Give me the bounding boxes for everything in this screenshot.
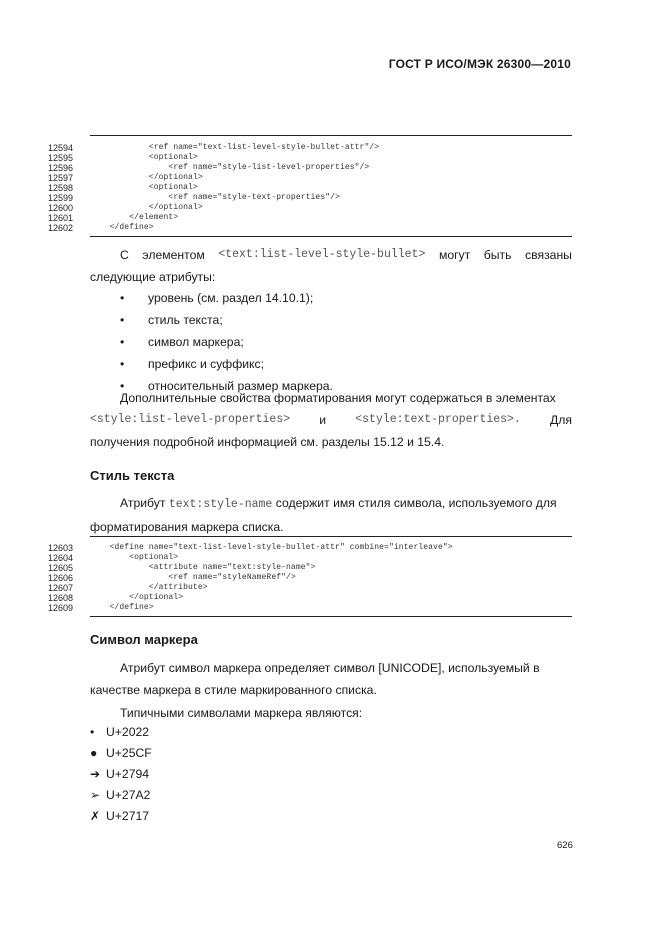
attribute-list: [90, 287, 572, 397]
line-number: 12596: [48, 163, 74, 173]
element-name: <style:text-properties>.: [355, 413, 521, 426]
section-title-bullet-symbol: Символ маркера: [90, 632, 198, 647]
line-number: 12608: [48, 593, 74, 603]
props-word: и: [319, 413, 327, 427]
code-line: [48, 583, 572, 593]
bullet-icon: •: [120, 335, 125, 349]
bullet-icon: •: [120, 357, 125, 371]
symbol-code: U+27A2: [106, 788, 151, 802]
bullet-large-icon: ●: [90, 746, 98, 760]
symbol-example: [90, 806, 149, 826]
arrowhead-icon: ➢: [90, 788, 101, 802]
list-item-text: символ маркера;: [148, 335, 244, 349]
code-line: [48, 163, 572, 173]
line-number: 12603: [48, 543, 74, 553]
line-number: 12605: [48, 563, 74, 573]
list-item: [90, 309, 572, 331]
list-item-text: префикс и суффикс;: [148, 357, 264, 371]
code-text: <optional>: [90, 553, 179, 562]
ballot-x-icon: ✗: [90, 809, 101, 823]
symbol-example: [90, 764, 149, 784]
page-number: 626: [557, 840, 573, 851]
line-number: 12594: [48, 143, 74, 153]
code-text: <ref name="styleNameRef"/>: [90, 573, 296, 582]
code-line: [48, 213, 572, 223]
list-item: [90, 331, 572, 353]
text-style-line-2: форматирования маркера списка.: [90, 520, 284, 534]
code-block-2: [48, 536, 572, 617]
symbol-code: U+2022: [106, 725, 150, 739]
props-line-2: [90, 409, 572, 431]
line-number: 12600: [48, 203, 74, 213]
code-line: [48, 553, 572, 563]
code-text: </attribute>: [90, 583, 208, 592]
code-text: <optional>: [90, 153, 198, 162]
intro-line-2: следующие атрибуты:: [90, 270, 216, 284]
code-text: <attribute name="text:style-name">: [90, 563, 316, 572]
symbol-code: U+2717: [106, 809, 150, 823]
code-rule-bottom: [90, 236, 572, 237]
attribute-name: text:style-name: [168, 498, 273, 511]
intro-word: связаны: [525, 248, 572, 262]
code-line: [48, 203, 572, 213]
bullet-icon: •: [120, 291, 125, 305]
bullet-symbol-line-3: Типичными символами маркера являются:: [120, 706, 363, 720]
code-text: <define name="text-list-level-style-bullet-attr" combine="interleave">: [90, 543, 453, 552]
intro-word: могут: [438, 248, 471, 262]
list-item: [90, 353, 572, 375]
code-line: [48, 173, 572, 183]
intro-word: С: [120, 248, 129, 262]
symbol-code: U+25CF: [106, 746, 152, 760]
symbol-example: [90, 722, 149, 742]
symbol-example: [90, 743, 152, 763]
bullet-icon: •: [120, 313, 125, 327]
code-line: [48, 603, 572, 613]
list-item-text: относительный размер маркера.: [148, 379, 333, 393]
code-block-1: [48, 135, 572, 237]
text-style-paragraph: [90, 492, 572, 538]
text-run: Атрибут: [120, 496, 169, 510]
code-text: </optional>: [90, 593, 184, 602]
props-word: Для: [550, 413, 572, 427]
intro-word: элементом: [142, 248, 205, 262]
code-line: [48, 143, 572, 153]
props-line-1: Дополнительные свойства форматирования могут содержаться в элементах: [120, 391, 556, 405]
code-text: <optional>: [90, 183, 198, 192]
line-number: 12609: [48, 603, 74, 613]
list-item: [90, 287, 572, 309]
bullet-small-icon: •: [90, 725, 95, 739]
code-line: [48, 153, 572, 163]
element-name: <text:list-level-style-bullet>: [218, 248, 426, 261]
intro-word: быть: [483, 248, 512, 262]
line-number: 12607: [48, 583, 74, 593]
list-item-text: уровень (см. раздел 14.10.1);: [148, 291, 314, 305]
code-text: <ref name="style-list-level-properties"/>: [90, 163, 370, 172]
text-style-line-1: [90, 492, 572, 516]
line-number: 12598: [48, 183, 74, 193]
properties-paragraph: [90, 387, 572, 453]
code-text: <ref name="text-list-level-style-bullet-attr"/>: [90, 143, 380, 152]
code-line: [48, 183, 572, 193]
symbol-code: U+2794: [106, 767, 150, 781]
intro-paragraph: [90, 244, 572, 288]
line-number: 12604: [48, 553, 74, 563]
line-number: 12602: [48, 223, 74, 233]
bullet-symbol-paragraph: [90, 657, 572, 724]
code-text: </define>: [90, 223, 154, 232]
code-line: [48, 543, 572, 553]
line-number: 12601: [48, 213, 74, 223]
intro-line-1: [90, 244, 572, 266]
line-number: 12606: [48, 573, 74, 583]
code-line: [48, 193, 572, 203]
code-text: <ref name="style-text-properties"/>: [90, 193, 340, 202]
code-line: [48, 563, 572, 573]
code-line: [48, 593, 572, 603]
bullet-symbol-line-2: качестве маркера в стиле маркированного списка.: [90, 683, 377, 697]
code-line: [48, 573, 572, 583]
bullet-icon: •: [120, 379, 125, 393]
code-text: </optional>: [90, 173, 203, 182]
line-number: 12595: [48, 153, 74, 163]
line-number: 12599: [48, 193, 74, 203]
bullet-symbol-line-1: Атрибут символ маркера определяет символ [UNICODE], используемый в: [120, 661, 540, 675]
symbol-example: [90, 785, 150, 805]
element-name: <style:list-level-properties>: [90, 413, 291, 426]
code-line: [48, 223, 572, 233]
code-text: </define>: [90, 603, 154, 612]
arrow-right-icon: ➔: [90, 767, 101, 781]
props-line-3: получения подробной информацией см. разделы 15.12 и 15.4.: [90, 435, 445, 449]
line-number: 12597: [48, 173, 74, 183]
list-item-text: стиль текста;: [148, 313, 223, 327]
code-rule-bottom: [90, 616, 572, 617]
code-text: </element>: [90, 213, 179, 222]
text-run: содержит имя стиля символа, используемого для: [272, 496, 557, 510]
code-text: </optional>: [90, 203, 203, 212]
document-header: ГОСТ Р ИСО/МЭК 26300—2010: [388, 57, 571, 71]
section-title-text-style: Стиль текста: [90, 468, 175, 483]
